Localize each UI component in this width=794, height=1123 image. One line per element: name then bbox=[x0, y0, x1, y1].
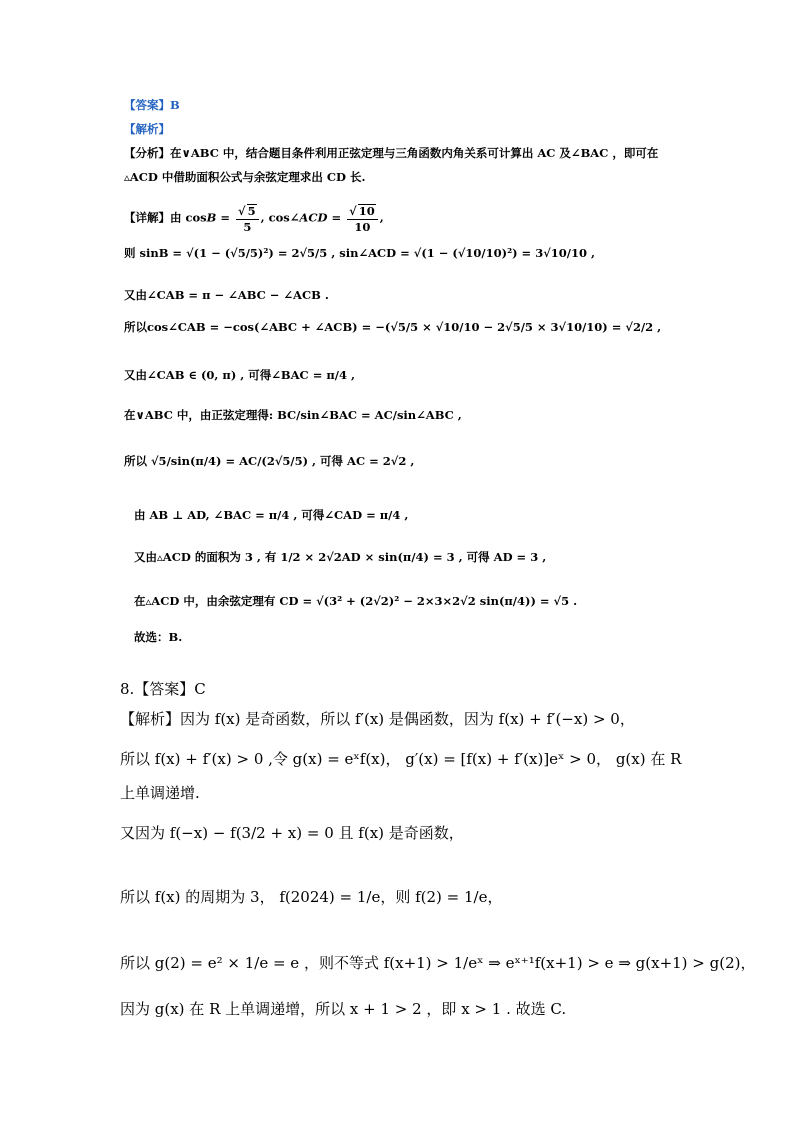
q7-choice-line: 故选：B. bbox=[134, 630, 183, 644]
q7-answer: 【答案】B bbox=[124, 98, 180, 112]
q8-line6: 所以 g(2) = e² × 1/e = e ，则不等式 f(x+1) > 1/eˣ ⇒ eˣ⁺¹f(x+1) > e ⇒ g(x+1) > g(2)， bbox=[120, 954, 756, 972]
q8-line2: 所以 f(x) + f′(x) > 0 ,令 g(x) = eˣf(x)， g′(x) = [f(x) + f′(x)]eˣ > 0， g(x) 在 R bbox=[120, 750, 682, 768]
q8-line5: 所以 f(x) 的周期为 3， f(2024) = 1/e，则 f(2) = 1/e， bbox=[120, 888, 503, 906]
q7-cos-cab-line: 所以cos∠CAB = −cos(∠ABC + ∠ACB) = −(√5/5 × √10/10 − 2√5/5 × 3√10/10) = √2/2 , bbox=[124, 320, 662, 334]
q7-ab-ad-line: 由 AB ⊥ AD, ∠BAC = π/4 , 可得∠CAD = π/4 , bbox=[134, 508, 409, 522]
q7-detail-given: 【详解】由 cosB = $\frac{√ 5}{5}$ , cos∠ACD = $\frac{√ 10}{10}$ , bbox=[124, 204, 384, 234]
q7-cosine-line: 在▵ACD 中，由余弦定理有 CD = √(3² + (2√2)² − 2×3×2√2 sin(π/4)) = √5 . bbox=[134, 594, 578, 608]
q7-fenxi-line1: 【分析】在∨ABC 中，结合题目条件利用正弦定理与三角函数内角关系可计算出 AC 及∠BAC ，即可在 bbox=[124, 146, 659, 160]
q7-sine-law-line: 在∨ABC 中，由正弦定理得: BC/sin∠BAC = AC/sin∠ABC , bbox=[124, 408, 462, 422]
q8-line1: 【解析】因为 f(x) 是奇函数，所以 f′(x) 是偶函数，因为 f(x) + f′(−x) > 0， bbox=[120, 710, 635, 728]
q7-range-line: 又由∠CAB ∈ (0, π) , 可得∠BAC = π/4 , bbox=[124, 368, 355, 382]
q8-line4: 又因为 f(−x) − f(3/2 + x) = 0 且 f(x) 是奇函数， bbox=[120, 824, 464, 842]
q8-line7: 因为 g(x) 在 R 上单调递增，所以 x + 1 > 2 ，即 x > 1 . 故选 C. bbox=[120, 1000, 567, 1018]
frac-sqrt10-over-10: $\frac{√ 10}{10}$ bbox=[347, 204, 378, 233]
q7-area-line: 又由▵ACD 的面积为 3 , 有 1/2 × 2√2AD × sin(π/4) = 3 , 可得 AD = 3 , bbox=[134, 550, 547, 564]
q7-sinB-line: 则 sinB = √(1 − (√5/5)²) = 2√5/5 , sin∠ACD = √(1 − (√10/10)²) = 3√10/10 , bbox=[124, 246, 595, 260]
q8-line3: 上单调递增. bbox=[120, 784, 200, 802]
q7-cab-line: 又由∠CAB = π − ∠ABC − ∠ACB . bbox=[124, 288, 329, 302]
q7-ac-line: 所以 √5/sin(π/4) = AC/(2√5/5) , 可得 AC = 2√2 , bbox=[124, 454, 415, 468]
q7-analysis-tag: 【解析】 bbox=[124, 122, 170, 136]
q7-fenxi-line2: ▵ACD 中借助面积公式与余弦定理求出 CD 长. bbox=[124, 170, 366, 184]
q8-answer: 8.【答案】C bbox=[120, 680, 206, 698]
frac-sqrt5-over-5: $\frac{√ 5}{5}$ bbox=[236, 204, 259, 233]
